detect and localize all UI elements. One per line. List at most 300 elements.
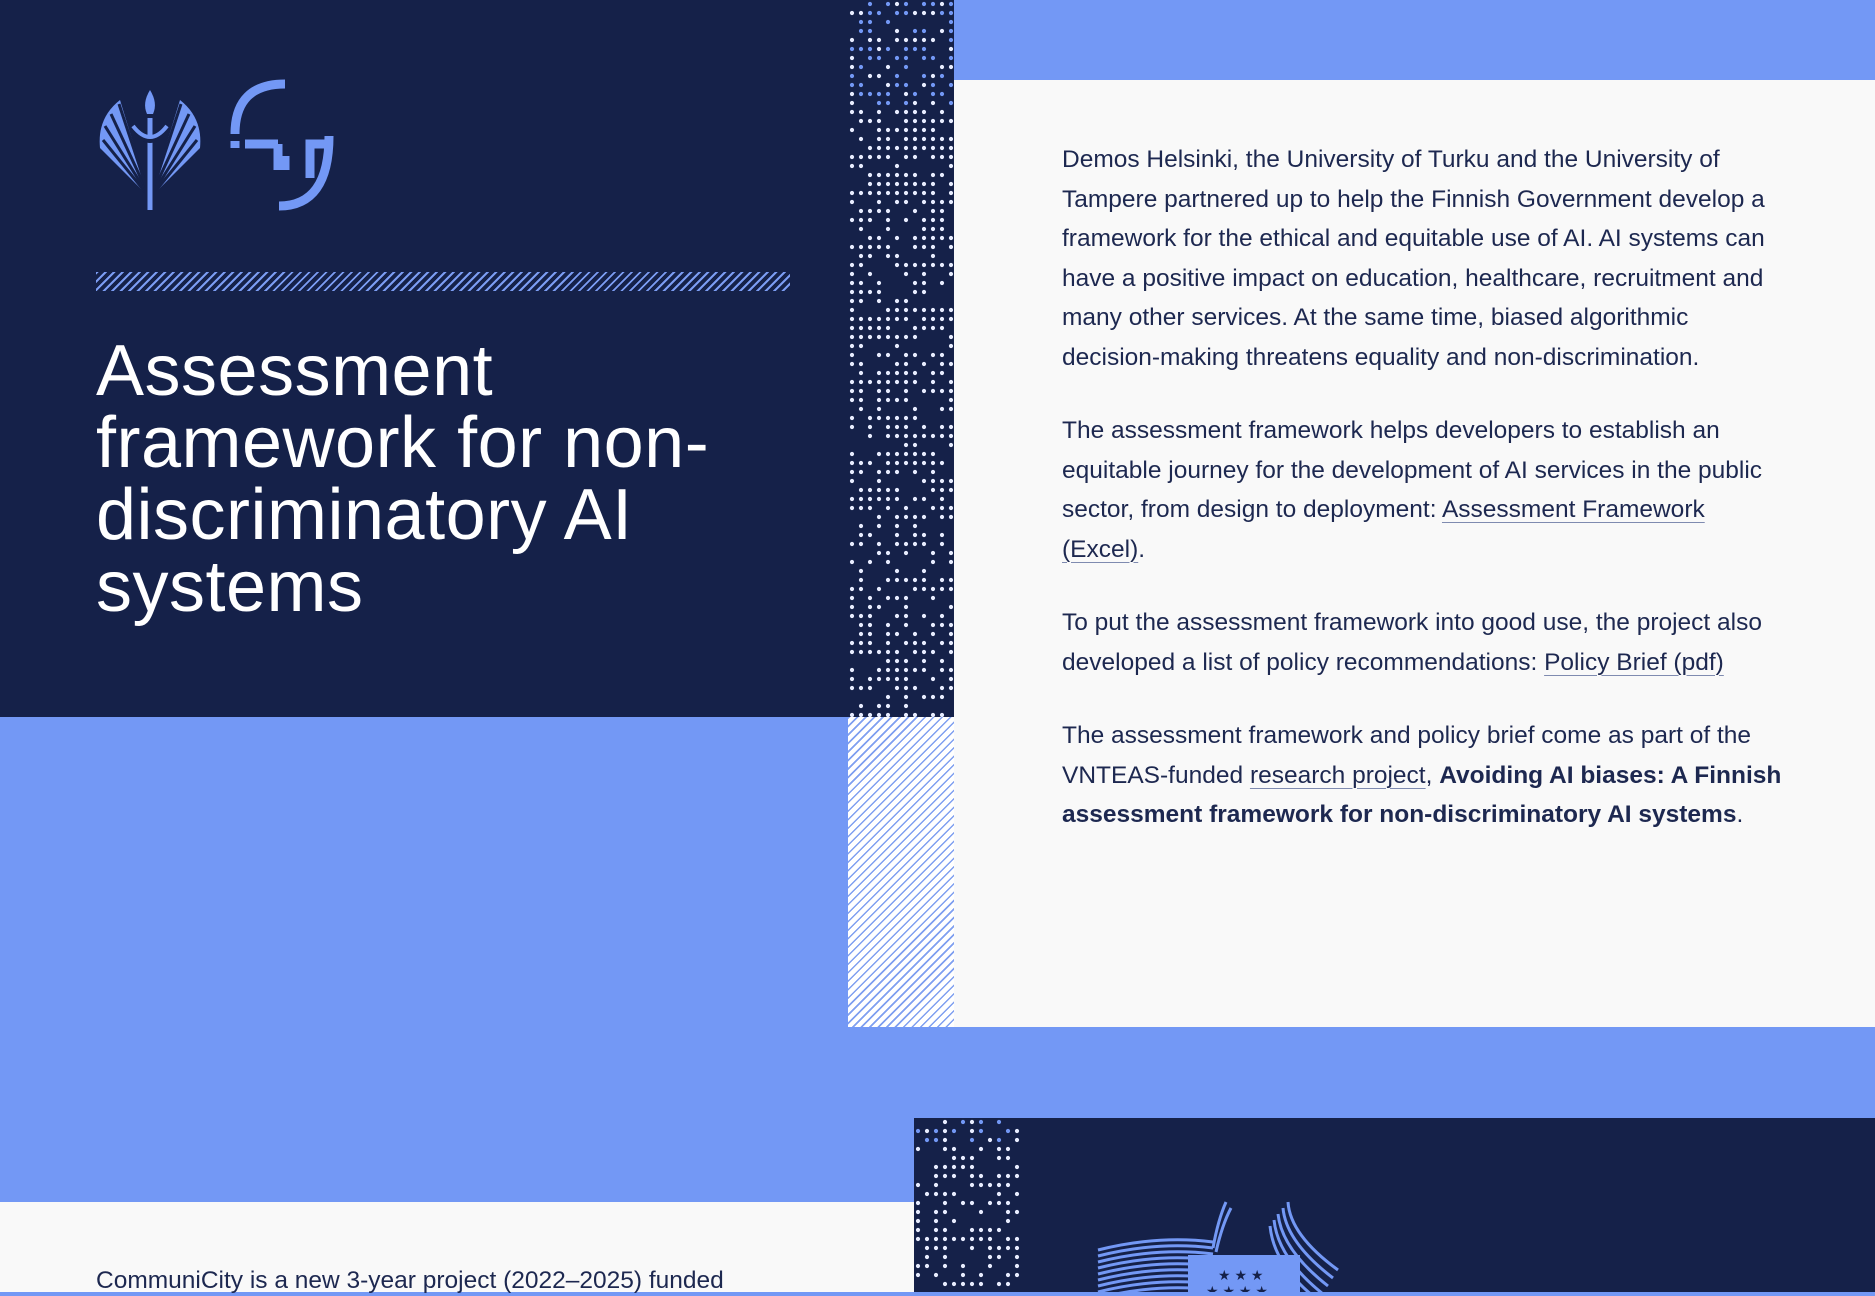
pattern-dot — [913, 470, 917, 474]
pattern-dot — [895, 128, 899, 132]
pattern-dot — [997, 1138, 1001, 1142]
pattern-dot — [895, 488, 899, 492]
pattern-dot — [922, 218, 926, 222]
pattern-dot — [931, 191, 935, 195]
pattern-dot — [949, 344, 953, 348]
pattern-dot — [868, 317, 872, 321]
pattern-dot — [940, 578, 944, 582]
pattern-dot — [886, 632, 890, 636]
research-project-link[interactable]: research project — [1249, 761, 1426, 789]
pattern-dot — [913, 335, 917, 339]
pattern-dot — [949, 380, 953, 384]
pattern-dot — [859, 497, 863, 501]
pattern-dot — [913, 371, 917, 375]
pattern-dot — [979, 1228, 983, 1232]
pattern-dot — [886, 677, 890, 681]
pattern-dot — [877, 281, 881, 285]
pattern-dot — [931, 119, 935, 123]
pattern-dot — [922, 200, 926, 204]
pattern-dot — [877, 191, 881, 195]
pattern-dot — [859, 569, 863, 573]
pattern-dot — [913, 533, 917, 537]
pattern-dot — [949, 119, 953, 123]
pattern-dot — [913, 110, 917, 114]
pattern-dot — [925, 1264, 929, 1268]
pattern-dot — [877, 479, 881, 483]
pattern-dot — [940, 92, 944, 96]
pattern-dot — [886, 209, 890, 213]
policy-brief-pdf-link[interactable]: Policy Brief (pdf) — [1544, 648, 1724, 676]
pattern-dot — [886, 218, 890, 222]
pattern-dot — [943, 1255, 947, 1259]
pattern-dot — [859, 398, 863, 402]
pattern-dot — [940, 542, 944, 546]
pattern-dot — [913, 146, 917, 150]
pattern-dot — [868, 614, 872, 618]
pattern-dot — [949, 11, 953, 15]
pattern-dot — [922, 479, 926, 483]
pattern-dot — [922, 290, 926, 294]
pattern-dot — [904, 218, 908, 222]
pattern-dot — [904, 452, 908, 456]
pattern-dot — [970, 1129, 974, 1133]
pattern-dot — [859, 11, 863, 15]
svg-text:★ ★ ★: ★ ★ ★ — [1218, 1267, 1264, 1283]
pattern-dot — [1015, 1192, 1019, 1196]
pattern-dot — [949, 65, 953, 69]
pattern-dot — [859, 326, 863, 330]
pattern-dot — [850, 470, 854, 474]
pattern-dot — [868, 182, 872, 186]
pattern-dot — [949, 686, 953, 690]
pattern-dot — [850, 101, 854, 105]
pattern-dot — [877, 515, 881, 519]
pattern-dot — [913, 434, 917, 438]
pattern-dot — [940, 434, 944, 438]
pattern-dot — [859, 335, 863, 339]
pattern-dot — [940, 407, 944, 411]
pattern-dot — [922, 434, 926, 438]
pattern-dot — [1015, 1273, 1019, 1277]
pattern-dot — [850, 542, 854, 546]
pattern-dot — [904, 191, 908, 195]
pattern-dot — [931, 317, 935, 321]
assessment-framework-excel-link[interactable]: Assessment Framework (Excel) — [1062, 496, 1705, 563]
pattern-dot — [913, 191, 917, 195]
pattern-dot — [850, 461, 854, 465]
pattern-dot — [859, 344, 863, 348]
pattern-dot — [931, 11, 935, 15]
svg-text:★ ★ ★ ★: ★ ★ ★ ★ — [1206, 1283, 1268, 1296]
pattern-dot — [886, 173, 890, 177]
pattern-dot — [997, 1282, 1001, 1286]
pattern-dot — [1006, 1174, 1010, 1178]
pattern-dot — [943, 1210, 947, 1214]
pattern-dot — [850, 335, 854, 339]
pattern-dot — [931, 632, 935, 636]
pattern-dot — [913, 128, 917, 132]
pattern-dot — [952, 1282, 956, 1286]
pattern-dot — [922, 146, 926, 150]
pattern-dot — [895, 308, 899, 312]
pattern-dot — [949, 335, 953, 339]
pattern-dot — [1015, 1237, 1019, 1241]
pattern-dot — [850, 398, 854, 402]
pattern-dot — [877, 524, 881, 528]
pattern-dot — [931, 38, 935, 42]
pattern-dot — [916, 1183, 920, 1187]
pattern-dot — [886, 371, 890, 375]
pattern-dot — [922, 308, 926, 312]
pattern-dot — [949, 650, 953, 654]
pattern-dot — [895, 146, 899, 150]
pattern-dot — [931, 506, 935, 510]
pattern-dot — [877, 74, 881, 78]
pattern-dot — [940, 74, 944, 78]
pattern-dot — [850, 281, 854, 285]
pattern-dot — [922, 515, 926, 519]
pattern-dot — [904, 515, 908, 519]
pattern-dot — [868, 560, 872, 564]
pattern-dot — [868, 605, 872, 609]
pattern-dot — [922, 641, 926, 645]
pattern-dot — [850, 641, 854, 645]
pattern-dot — [913, 11, 917, 15]
pattern-dot — [886, 227, 890, 231]
pattern-dot — [922, 263, 926, 267]
pattern-dot — [868, 191, 872, 195]
pattern-dot — [877, 128, 881, 132]
pattern-dot — [931, 92, 935, 96]
pattern-dot — [931, 587, 935, 591]
pattern-dot — [970, 1237, 974, 1241]
pattern-dot — [970, 1228, 974, 1232]
pattern-dot — [877, 317, 881, 321]
pattern-dot — [895, 200, 899, 204]
pattern-dot — [877, 398, 881, 402]
pattern-dot — [868, 641, 872, 645]
pattern-dot — [877, 119, 881, 123]
pattern-dot — [868, 488, 872, 492]
pattern-dot — [877, 416, 881, 420]
pattern-dot — [913, 245, 917, 249]
pattern-dot — [895, 11, 899, 15]
pattern-dot — [949, 146, 953, 150]
pattern-dot — [922, 74, 926, 78]
pattern-dot — [895, 74, 899, 78]
pattern-dot — [895, 677, 899, 681]
pattern-dot — [940, 236, 944, 240]
pattern-dot — [868, 56, 872, 60]
pattern-dot — [949, 191, 953, 195]
pattern-dot — [904, 38, 908, 42]
pattern-dot — [859, 47, 863, 51]
pattern-dot — [859, 587, 863, 591]
pattern-dot — [850, 560, 854, 564]
pattern-dot — [895, 569, 899, 573]
pattern-dot — [886, 2, 890, 6]
pattern-dot — [940, 641, 944, 645]
pattern-dot — [979, 1147, 983, 1151]
pattern-dot — [877, 146, 881, 150]
pattern-dot — [949, 137, 953, 141]
pattern-dot — [850, 38, 854, 42]
pattern-dot — [940, 506, 944, 510]
pattern-dot — [979, 1282, 983, 1286]
pattern-dot — [952, 1165, 956, 1169]
pattern-dot — [877, 488, 881, 492]
pattern-dot — [940, 11, 944, 15]
pattern-dot — [940, 155, 944, 159]
pattern-dot — [850, 218, 854, 222]
pattern-dot — [913, 632, 917, 636]
pattern-dot — [859, 20, 863, 24]
pattern-dot — [859, 533, 863, 537]
pattern-dot — [895, 182, 899, 186]
pattern-dot — [931, 452, 935, 456]
pattern-dot — [877, 236, 881, 240]
pattern-dot — [895, 335, 899, 339]
pattern-dot — [922, 272, 926, 276]
pattern-dot — [913, 416, 917, 420]
dot-pattern-graphic — [914, 1118, 1020, 1292]
pattern-dot — [868, 74, 872, 78]
pattern-dot — [904, 353, 908, 357]
pattern-dot — [949, 308, 953, 312]
pattern-dot — [850, 587, 854, 591]
pattern-dot — [997, 1156, 1001, 1160]
pattern-dot — [952, 1147, 956, 1151]
pattern-dot — [877, 47, 881, 51]
pattern-dot — [859, 110, 863, 114]
pattern-dot — [931, 83, 935, 87]
pattern-dot — [886, 146, 890, 150]
funding-paragraph — [1062, 716, 1782, 835]
pattern-dot — [916, 1237, 920, 1241]
pattern-dot — [1006, 1282, 1010, 1286]
intro-text: Demos Helsinki, the University of Turku and the University of Tampere partnered up to help the Finnish Government develop a framework for the ethical and equitable use of AI. AI systems can have a positive impact on education, healthcare, recruitment and many other services. At the same time, biased algorithmic decision-making threatens equality and non-discrimination. — [1062, 146, 1765, 371]
pattern-dot — [1015, 1138, 1019, 1142]
pattern-dot — [895, 461, 899, 465]
pattern-dot — [850, 614, 854, 618]
punctuation: , — [1425, 761, 1440, 789]
pattern-dot — [868, 119, 872, 123]
pattern-dot — [886, 191, 890, 195]
pattern-dot — [868, 47, 872, 51]
pattern-dot — [931, 200, 935, 204]
pattern-dot — [895, 299, 899, 303]
pattern-dot — [877, 371, 881, 375]
pattern-dot — [949, 236, 953, 240]
pattern-dot — [931, 182, 935, 186]
pattern-dot — [970, 1138, 974, 1142]
pattern-dot — [1006, 1201, 1010, 1205]
pattern-dot — [895, 659, 899, 663]
pattern-dot — [877, 542, 881, 546]
pattern-dot — [997, 1201, 1001, 1205]
pattern-dot — [913, 443, 917, 447]
pattern-dot — [970, 1282, 974, 1286]
pattern-dot — [859, 389, 863, 393]
pattern-dot — [859, 578, 863, 582]
pattern-dot — [922, 227, 926, 231]
pattern-dot — [904, 128, 908, 132]
pattern-dot — [925, 1255, 929, 1259]
pattern-dot — [949, 83, 953, 87]
pattern-dot — [943, 1201, 947, 1205]
pattern-dot — [952, 1156, 956, 1160]
pattern-dot — [850, 497, 854, 501]
pattern-dot — [913, 515, 917, 519]
pattern-dot — [886, 335, 890, 339]
pattern-dot — [970, 1183, 974, 1187]
pattern-dot — [859, 614, 863, 618]
pattern-dot — [949, 101, 953, 105]
pattern-dot — [877, 290, 881, 294]
pattern-dot — [859, 245, 863, 249]
pattern-dot — [931, 488, 935, 492]
pattern-dot — [922, 497, 926, 501]
pattern-dot — [850, 200, 854, 204]
communicity-intro-text: CommuniCity is a new 3-year project (2022–2025) funded — [96, 1267, 724, 1294]
pattern-dot — [940, 695, 944, 699]
pattern-dot — [961, 1237, 965, 1241]
pattern-dot — [934, 1129, 938, 1133]
pattern-dot — [877, 677, 881, 681]
pattern-dot — [922, 182, 926, 186]
pattern-dot — [949, 551, 953, 555]
pattern-dot — [895, 263, 899, 267]
pattern-dot — [877, 380, 881, 384]
pattern-dot — [913, 281, 917, 285]
pattern-dot — [1015, 1165, 1019, 1169]
pattern-dot — [922, 236, 926, 240]
pattern-dot — [1006, 1237, 1010, 1241]
pattern-dot — [934, 1273, 938, 1277]
pattern-dot — [868, 461, 872, 465]
pattern-dot — [949, 38, 953, 42]
pattern-dot — [904, 299, 908, 303]
pattern-dot — [859, 362, 863, 366]
pattern-dot — [886, 650, 890, 654]
punctuation: . — [1736, 801, 1744, 828]
pattern-dot — [949, 245, 953, 249]
pattern-dot — [913, 668, 917, 672]
pattern-dot — [886, 434, 890, 438]
pattern-dot — [931, 326, 935, 330]
pattern-dot — [949, 362, 953, 366]
pattern-dot — [943, 1174, 947, 1178]
pattern-dot — [904, 137, 908, 141]
pattern-dot — [1006, 1156, 1010, 1160]
pattern-dot — [931, 470, 935, 474]
pattern-dot — [886, 506, 890, 510]
pattern-dot — [940, 263, 944, 267]
pattern-dot — [913, 263, 917, 267]
pattern-dot — [886, 389, 890, 393]
pattern-dot — [970, 1120, 974, 1124]
pattern-dot — [970, 1246, 974, 1250]
pattern-dot — [877, 452, 881, 456]
pattern-dot — [922, 110, 926, 114]
pattern-dot — [904, 542, 908, 546]
pattern-dot — [943, 1246, 947, 1250]
pattern-dot — [859, 488, 863, 492]
pattern-dot — [886, 155, 890, 159]
pattern-dot — [949, 641, 953, 645]
pattern-dot — [997, 1147, 1001, 1151]
pattern-dot — [940, 200, 944, 204]
pattern-dot — [868, 632, 872, 636]
pattern-dot — [859, 506, 863, 510]
pattern-dot — [931, 551, 935, 555]
pattern-dot — [1006, 1210, 1010, 1214]
pattern-dot — [913, 308, 917, 312]
pattern-dot — [940, 2, 944, 6]
pattern-dot — [943, 1264, 947, 1268]
pattern-dot — [916, 1201, 920, 1205]
dot-pattern-strip — [848, 0, 954, 717]
pattern-dot — [949, 407, 953, 411]
pattern-dot — [931, 2, 935, 6]
pattern-dot — [913, 578, 917, 582]
pattern-dot — [868, 686, 872, 690]
pattern-dot — [922, 11, 926, 15]
pattern-dot — [922, 326, 926, 330]
pattern-dot — [895, 38, 899, 42]
pattern-dot — [904, 686, 908, 690]
pattern-dot — [949, 263, 953, 267]
pattern-dot — [868, 272, 872, 276]
pattern-dot — [895, 497, 899, 501]
pattern-dot — [913, 380, 917, 384]
pattern-dot — [925, 1192, 929, 1196]
pattern-dot — [931, 218, 935, 222]
pattern-dot — [931, 101, 935, 105]
pattern-dot — [940, 362, 944, 366]
pattern-dot — [940, 371, 944, 375]
pattern-dot — [922, 317, 926, 321]
pattern-dot — [850, 92, 854, 96]
pattern-dot — [940, 209, 944, 213]
pattern-dot — [904, 119, 908, 123]
pattern-dot — [922, 137, 926, 141]
pattern-dot — [886, 641, 890, 645]
pattern-dot — [1006, 1219, 1010, 1223]
pattern-dot — [895, 515, 899, 519]
pattern-dot — [850, 308, 854, 312]
pattern-dot — [895, 425, 899, 429]
pattern-dot — [886, 596, 890, 600]
pattern-dot — [949, 479, 953, 483]
pattern-dot — [931, 146, 935, 150]
pattern-dot — [931, 677, 935, 681]
pattern-dot — [877, 101, 881, 105]
pattern-dot — [940, 668, 944, 672]
pattern-dot — [949, 488, 953, 492]
pattern-dot — [886, 398, 890, 402]
pattern-dot — [904, 11, 908, 15]
pattern-dot — [1015, 1264, 1019, 1268]
pattern-dot — [940, 110, 944, 114]
pattern-dot — [940, 461, 944, 465]
pattern-dot — [949, 182, 953, 186]
pattern-dot — [940, 353, 944, 357]
pattern-dot — [949, 515, 953, 519]
pattern-dot — [904, 83, 908, 87]
pattern-dot — [940, 533, 944, 537]
pattern-dot — [904, 434, 908, 438]
